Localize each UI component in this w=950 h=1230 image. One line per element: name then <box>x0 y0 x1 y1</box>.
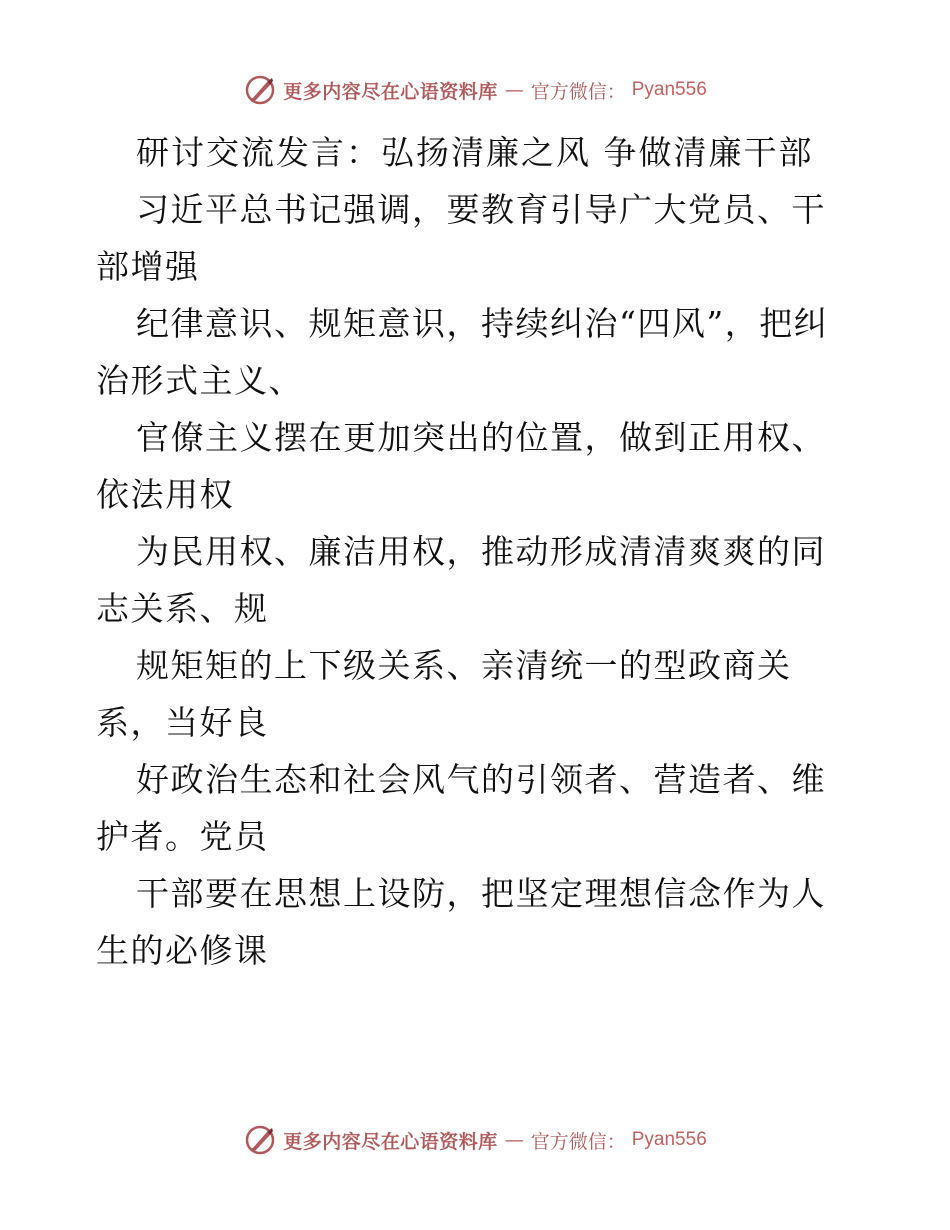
paragraph: 干部要在思想上设防，把坚定理想信念作为人生的必修课 <box>96 874 826 970</box>
watermark-separator: — <box>504 79 524 101</box>
paragraph: 纪律意识、规矩意识，持续纠治“四风”，把纠治形式主义、 <box>96 304 829 400</box>
document-title: 研讨交流发言：弘扬清廉之风 争做清廉干部 <box>136 133 814 172</box>
document-body <box>96 124 856 979</box>
watermark-separator: — <box>504 1129 524 1151</box>
paragraph: 规矩矩的上下级关系、亲清统一的型政商关系，当好良 <box>96 646 792 742</box>
paragraph: 为民用权、廉洁用权，推动形成清清爽爽的同志关系、规 <box>96 532 826 628</box>
paragraph: 习近平总书记强调，要教育引导广大党员、干部增强 <box>96 190 826 286</box>
watermark-wechat-label: 官方微信： <box>530 80 626 103</box>
watermark-slogan: 更多内容尽在心语资料库 <box>283 80 498 103</box>
footer-watermark <box>0 1120 950 1160</box>
quill-pen-logo-icon <box>243 1123 277 1157</box>
watermark-wechat-label: 官方微信： <box>530 1130 626 1153</box>
header-watermark <box>0 70 950 110</box>
watermark-wechat-id: Pyan556 <box>631 79 707 100</box>
paragraph: 好政治生态和社会风气的引领者、营造者、维护者。党员 <box>96 760 826 856</box>
paragraph: 官僚主义摆在更加突出的位置，做到正用权、依法用权 <box>96 418 826 514</box>
watermark-slogan: 更多内容尽在心语资料库 <box>283 1130 498 1153</box>
watermark-wechat-id: Pyan556 <box>631 1129 707 1150</box>
quill-pen-logo-icon <box>243 73 277 107</box>
